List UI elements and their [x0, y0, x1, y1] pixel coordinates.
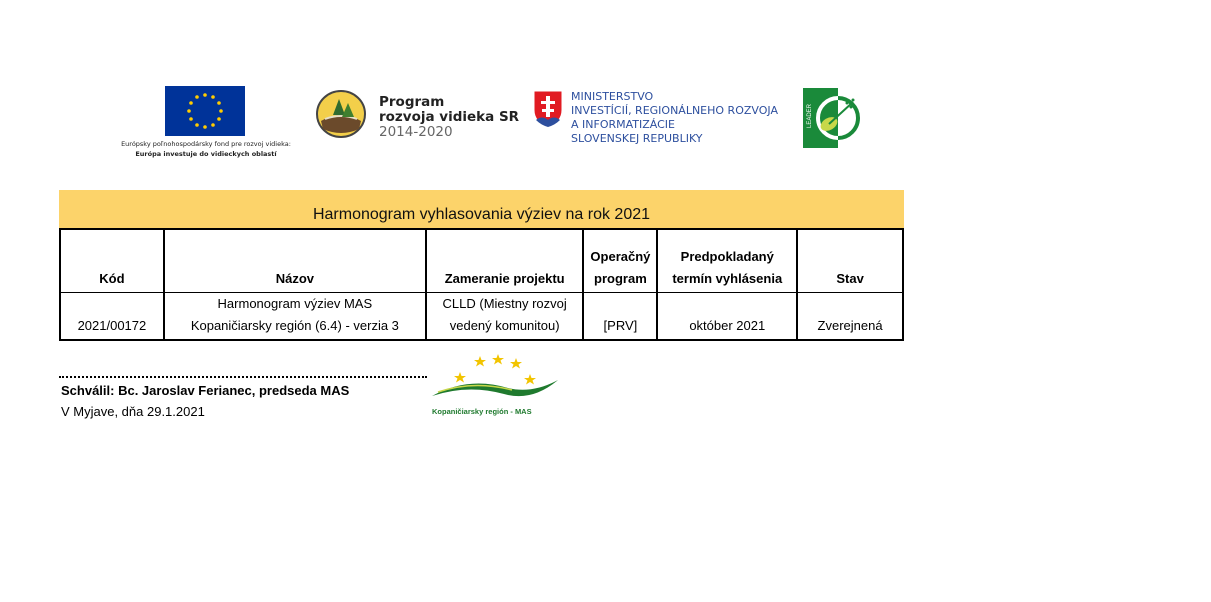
- header-nazov: Názov: [164, 229, 426, 293]
- ministry-line3: A INFORMATIZÁCIE: [571, 118, 675, 131]
- cell-kod: 2021/00172: [60, 293, 164, 341]
- place-date: V Myjave, dňa 29.1.2021: [61, 404, 205, 419]
- signature-line: [59, 376, 427, 378]
- cell-nazov-line1: Harmonogram výziev MAS: [217, 296, 373, 311]
- cell-nazov: [164, 293, 426, 341]
- prv-years: 2014-2020: [379, 124, 453, 140]
- header-termin-line2: termín vyhlásenia: [672, 271, 783, 286]
- schedule-table: [59, 228, 904, 341]
- cell-program: [PRV]: [583, 293, 657, 341]
- cell-nazov-line2: Kopaničiarsky región (6.4) - verzia 3: [190, 318, 399, 333]
- mas-logo-label: Kopaničiarsky región - MAS: [432, 407, 532, 416]
- ministry-logo-text: [571, 90, 778, 146]
- cell-termin: október 2021: [657, 293, 797, 341]
- cell-zameranie-line1: CLLD (Miestny rozvoj: [442, 296, 567, 311]
- leader-label: LEADER: [807, 103, 813, 128]
- table-header-row: [60, 229, 903, 293]
- approved-by: Schválil: Bc. Jaroslav Ferianec, predseda MAS: [61, 383, 350, 398]
- eu-stars-icon: [165, 86, 245, 136]
- eu-caption-line2: Európa investuje do vidieckych oblastí: [135, 150, 277, 158]
- header-zameranie: Zameranie projektu: [426, 229, 584, 293]
- cell-stav: Zverejnená: [797, 293, 903, 341]
- table-row: [60, 293, 903, 341]
- cell-zameranie: [426, 293, 584, 341]
- signature-block: [61, 380, 349, 422]
- slovak-coat-of-arms-icon: [533, 90, 563, 128]
- ministry-line1: MINISTERSTVO: [571, 90, 654, 103]
- cell-zameranie-line2: vedený komunitou): [449, 318, 560, 333]
- header-stav: Stav: [797, 229, 903, 293]
- eu-flag-logo: [165, 86, 245, 136]
- eu-caption-line1: Európsky poľnohospodársky fond pre rozvoj vidieka:: [121, 140, 291, 148]
- leader-logo-icon: [803, 88, 863, 148]
- prv-logo-text: [379, 95, 519, 140]
- header-kod: Kód: [60, 229, 164, 293]
- prv-logo-icon: [315, 89, 367, 139]
- header-termin: [657, 229, 797, 293]
- header-termin-line1: Predpokladaný: [680, 249, 774, 264]
- prv-line2: rozvoja vidieka SR: [379, 109, 520, 125]
- eu-fund-caption: [96, 139, 316, 159]
- ministry-line4: SLOVENSKEJ REPUBLIKY: [571, 132, 703, 145]
- header-operacny-line1: Operačný: [590, 249, 651, 264]
- prv-line1: Program: [379, 94, 445, 110]
- ministry-line2: INVESTÍCIÍ, REGIONÁLNEHO ROZVOJA: [571, 104, 778, 117]
- schedule-title: Harmonogram vyhlasovania výziev na rok 2021: [59, 190, 904, 228]
- header-operacny-line2: program: [594, 271, 647, 286]
- header-operacny-program: [583, 229, 657, 293]
- mas-logo-icon: [428, 352, 560, 418]
